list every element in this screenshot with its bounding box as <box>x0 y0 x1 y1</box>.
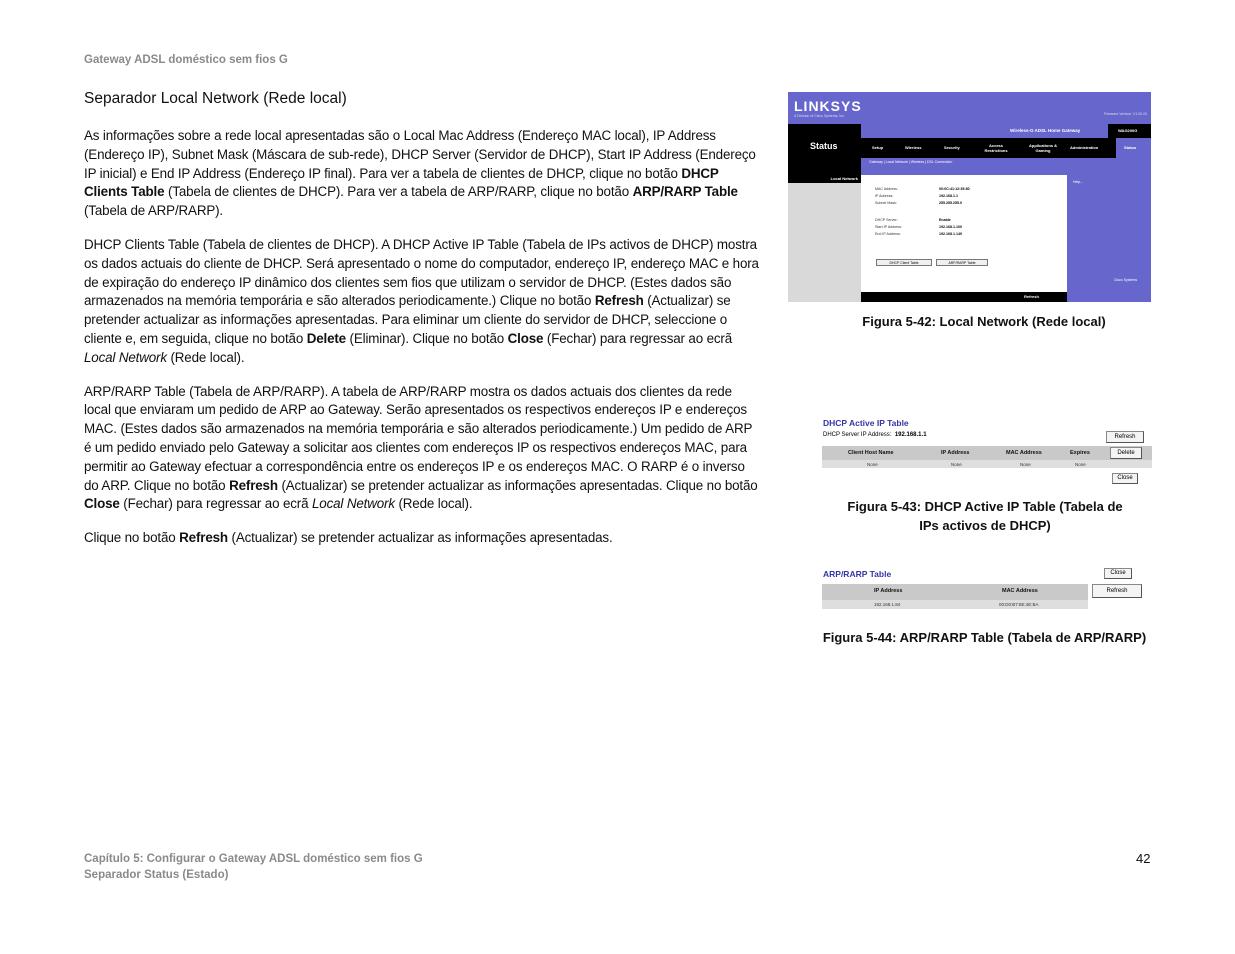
help-panel <box>1067 175 1151 302</box>
dhcp-client-table-button[interactable]: DHCP Client Table <box>876 259 932 266</box>
arp-table-title: ARP/RARP Table <box>823 569 892 579</box>
text-run: (Fechar) para regressar ao ecrã <box>119 496 312 512</box>
italic-local-network: Local Network <box>312 496 395 512</box>
cell-mac-address: None <box>1020 462 1031 467</box>
bold-refresh: Refresh <box>229 477 278 493</box>
refresh-button[interactable]: Refresh <box>1092 584 1142 598</box>
left-panel <box>788 175 861 302</box>
dhcp-server-label: DHCP Server: <box>875 218 898 222</box>
cell-host-name: None <box>867 462 878 467</box>
tab-access-restrictions[interactable]: Access Restrictions <box>984 143 1008 153</box>
paragraph-dhcp-clients-table <box>84 236 760 368</box>
footer-line-1: Capítulo 5: Configurar o Gateway ADSL doméstico sem fios G <box>84 853 423 865</box>
dhcp-server-ip-value: 192.168.1.1 <box>894 432 927 438</box>
tab-administration[interactable]: Administration <box>1070 145 1099 150</box>
caption-line-1: Figura 5-43: DHCP Active IP Table (Tabela de <box>847 499 1123 514</box>
field-values-group-2 <box>939 217 962 239</box>
text-run: Clique no botão <box>84 530 180 546</box>
bold-dhcp-clients-table: DHCP Clients Table <box>84 165 719 200</box>
bold-refresh: Refresh <box>594 293 644 309</box>
text-run: (Actualizar) se pretender actualizar as informações apresentadas. Clique no botão <box>277 477 758 493</box>
column-ip-address: IP Address <box>874 588 903 594</box>
model-number: WAG200G <box>1108 124 1151 138</box>
bold-arp-rarp-table: ARP/RARP Table <box>632 184 738 200</box>
cell-ip-address: None <box>951 462 962 467</box>
text-run: DHCP Clients Table (Tabela de clientes de DHCP). A DHCP Active IP Table (Tabela de IPs activos de DHCP) mostra os dados actuais do cliente de DHCP. Será apresentado o nome do computador, endereço IP, endereço MAC e hora de expiração do endereço IP dinâmico dos clientes sem fios que utilizam o servidor de DHCP. (Estes dados são armazenados na memória temporária e são alterados periodicamente.) Clique no botão <box>84 236 759 309</box>
status-heading: Status <box>810 141 838 151</box>
dhcp-server-ip-line <box>823 432 927 438</box>
text-run: (Actualizar) se pretender actualizar as informações apresentadas. <box>227 530 613 546</box>
tab-applications-gaming[interactable]: Applications & Gaming <box>1028 143 1057 153</box>
column-ip-address: IP Address <box>941 450 970 456</box>
end-ip-label: End IP Address: <box>875 232 901 237</box>
text-run: ARP/RARP Table (Tabela de ARP/RARP). A tabela de ARP/RARP mostra os dados actuais dos clientes da rede local que enviaram um pedido de ARP ao Gateway. Serão apresentados os respectivos endereços IP e endereços MAC. (Estes dados são armazenados na memória temporária e são alterados periodicamente.) Um pedido de ARP é um pedido enviado pelo Gateway a solicitar aos clientes com endereços IP os respectivos endereços MAC, para permitir ao Gateway efectuar a correspondência entre os endereços IP e os endereços MAC. O RARP é o inverso do ARP. Clique no botão <box>84 383 753 493</box>
bold-close: Close <box>84 496 120 512</box>
bold-delete: Delete <box>306 330 346 346</box>
cisco-logo: Cisco Systems <box>1114 278 1138 282</box>
local-network-heading: Local Network <box>788 175 861 183</box>
text-run: As informações sobre a rede local apresentadas são o Local Mac Address (Endereço MAC local), IP Address (Endereço IP), Subnet Mask (Máscara de sub-rede), DHCP Server (Servidor de DHCP), Start IP Address (Endereço IP inicial) e End IP Address (Endereço IP final). Para ver a tabela de clientes de DHCP, clique no botão <box>84 128 756 181</box>
text-run: (Tabela de ARP/RARP). <box>84 203 223 219</box>
caption-fig-5-44: Figura 5-44: ARP/RARP Table (Tabela de ARP/RARP) <box>822 630 1147 645</box>
text-run: (Rede local). <box>166 349 245 365</box>
body-text <box>84 127 760 563</box>
caption-fig-5-42: Figura 5-42: Local Network (Rede local) <box>862 314 1106 329</box>
linksys-logo: LINKSYS <box>794 98 862 114</box>
text-run: (Tabela de clientes de DHCP). Para ver a tabela de ARP/RARP, clique no botão <box>164 184 633 200</box>
refresh-button[interactable]: Refresh <box>1106 431 1144 443</box>
field-labels-group-1 <box>875 186 898 208</box>
cell-expires: None <box>1075 462 1086 467</box>
dhcp-server-value: Enable <box>939 218 951 222</box>
text-run: (Actualizar) se pretender actualizar as informações apresentadas. Para eliminar um cliente do servidor de DHCP, seleccione o cliente e, em seguida, clique no botão <box>84 293 731 346</box>
logo-subtitle: A Division of Cisco Systems, Inc. <box>794 114 845 118</box>
column-mac-address: MAC Address <box>1002 588 1038 594</box>
caption-fig-5-43 <box>830 497 1140 535</box>
figure-dhcp-active-ip-table <box>822 418 1152 486</box>
table-header <box>822 584 1088 600</box>
paragraph-refresh <box>84 529 760 548</box>
close-button[interactable]: Close <box>1112 473 1138 484</box>
italic-local-network: Local Network <box>84 349 167 365</box>
dhcp-table-title: DHCP Active IP Table <box>823 418 909 428</box>
field-values-group-1 <box>939 186 970 208</box>
subnet-mask-value: 255.255.255.0 <box>939 201 962 206</box>
tab-wireless[interactable]: Wireless <box>905 145 922 150</box>
start-ip-value: 192.168.1.100 <box>939 225 962 230</box>
close-button[interactable]: Close <box>1104 568 1132 579</box>
column-expires: Expires <box>1070 450 1090 456</box>
dhcp-server-ip-label: DHCP Server IP Address: <box>823 432 892 438</box>
tab-status[interactable]: Status <box>1124 145 1137 150</box>
start-ip-label: Start IP Address: <box>875 225 902 230</box>
text-run: (Rede local). <box>394 496 473 512</box>
mac-address-label: MAC Address: <box>875 187 898 191</box>
figure-local-network-screenshot <box>788 92 1151 302</box>
tab-setup[interactable]: Setup <box>872 145 884 150</box>
section-title: Separador Local Network (Rede local) <box>84 90 347 107</box>
footer-chapter <box>84 851 423 883</box>
bold-refresh: Refresh <box>179 530 228 546</box>
paragraph-local-network-info <box>84 127 760 221</box>
running-header: Gateway ADSL doméstico sem fios G <box>84 54 288 66</box>
help-link[interactable]: Help... <box>1073 180 1084 184</box>
bold-close: Close <box>507 330 544 346</box>
caption-line-2: IPs activos de DHCP) <box>919 518 1051 533</box>
ip-address-label: IP Address: <box>875 194 894 199</box>
table-row <box>822 600 1088 609</box>
text-run: (Fechar) para regressar ao ecrã <box>543 330 733 346</box>
footer-line-2: Separador Status (Estado) <box>84 869 229 881</box>
field-labels-group-2 <box>875 217 902 239</box>
page-number: 42 <box>1136 851 1151 866</box>
column-mac-address: MAC Address <box>1006 450 1042 456</box>
cell-ip-address: 192.168.1.84 <box>874 602 901 607</box>
tab-security[interactable]: Security <box>944 145 960 150</box>
figure-arp-rarp-table <box>822 567 1152 613</box>
column-client-host-name: Client Host Name <box>848 450 894 456</box>
mac-address-value: 00:0C:41:12:35:80 <box>939 187 970 191</box>
text-run: (Eliminar). Clique no botão <box>345 330 508 346</box>
refresh-button[interactable]: Refresh <box>1024 294 1039 299</box>
arp-rarp-table-button[interactable]: ARP/RARP Table <box>936 259 988 266</box>
subnet-mask-label: Subnet Mask: <box>875 201 897 206</box>
paragraph-arp-rarp-table <box>84 383 760 515</box>
firmware-version: Firmware Version: V1.00.03 <box>1103 112 1147 116</box>
end-ip-value: 192.168.1.149 <box>939 232 962 237</box>
product-name: Wireless-G ADSL Home Gateway <box>1010 128 1081 133</box>
subtab-bar[interactable]: Gateway | Local Network | Wireless | DSL Connection <box>861 158 1151 166</box>
delete-button[interactable]: Delete <box>1110 447 1142 459</box>
cell-mac-address: 00:D0:B7:8E:4E:BA <box>999 602 1039 607</box>
ip-address-value: 192.168.1.1 <box>939 194 958 199</box>
